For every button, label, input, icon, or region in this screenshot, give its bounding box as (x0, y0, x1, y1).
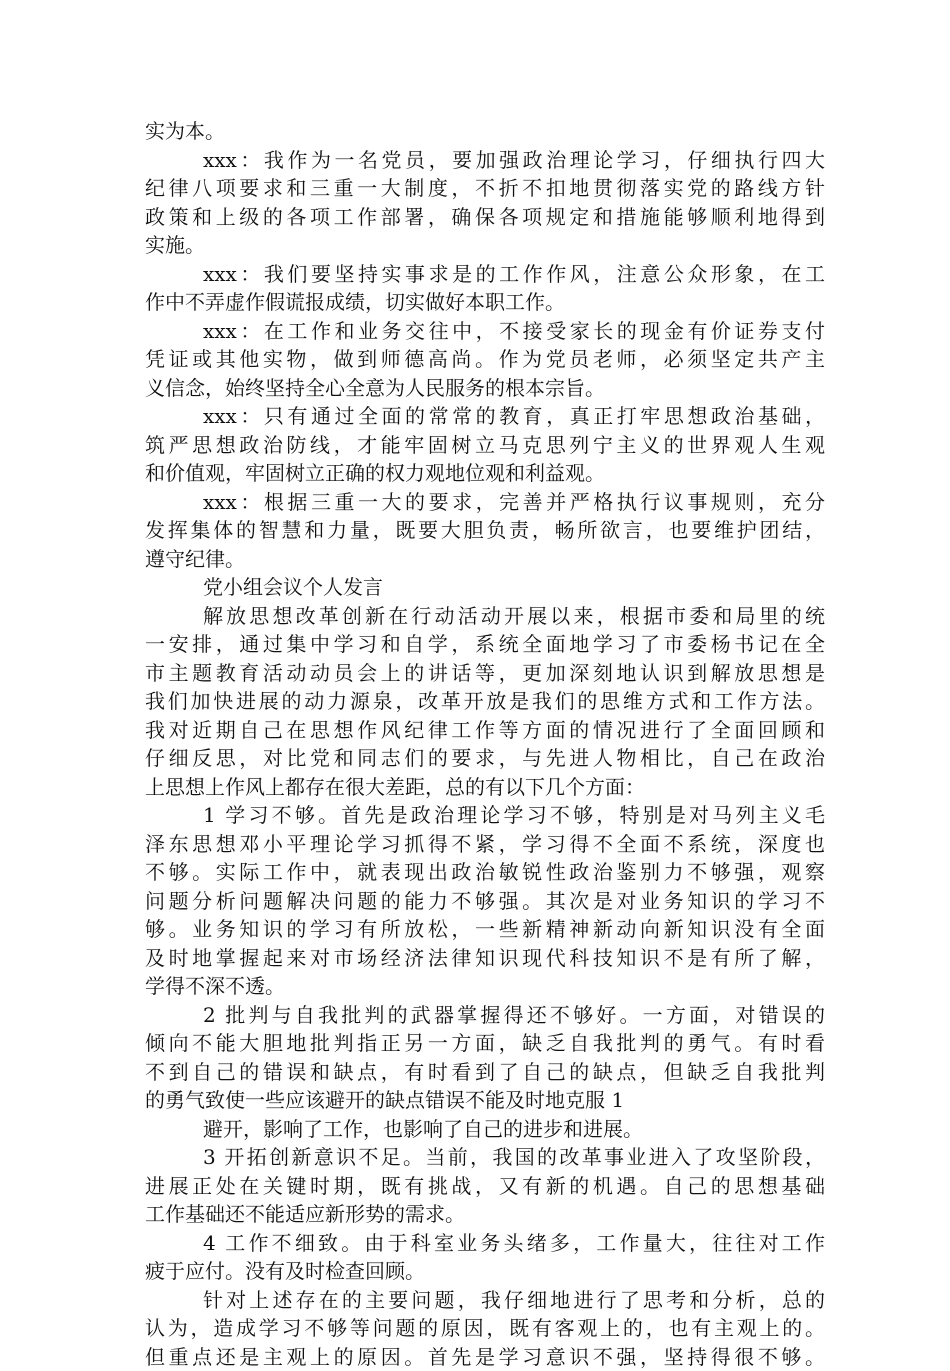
text-line: 不够。实际工作中，就表现出政治敏锐性政治鉴别力不够强，观察 (145, 858, 825, 887)
text-line: xxx：根据三重一大的要求，完善并严格执行议事规则，充分 (145, 488, 825, 517)
text-line: 针对上述存在的主要问题，我仔细地进行了思考和分析，总的 (145, 1286, 825, 1315)
text-line: 的勇气致使一些应该避开的缺点错误不能及时地克服 1 (145, 1086, 825, 1115)
text-line: 2 批判与自我批判的武器掌握得还不够好。一方面，对错误的 (145, 1001, 825, 1030)
text-line: 认为，造成学习不够等问题的原因，既有客观上的，也有主观上的。 (145, 1314, 825, 1343)
text-line: 进展正处在关键时期，既有挑战，又有新的机遇。自己的思想基础 (145, 1172, 825, 1201)
text-line: 纪律八项要求和三重一大制度，不折不扣地贯彻落实党的路线方针 (145, 174, 825, 203)
text-line: 泽东思想邓小平理论学习抓得不紧，学习得不全面不系统，深度也 (145, 830, 825, 859)
text-line: xxx：只有通过全面的常常的教育，真正打牢思想政治基础， (145, 402, 825, 431)
text-line: 3 开拓创新意识不足。当前，我国的改革事业进入了攻坚阶段， (145, 1143, 825, 1172)
text-line: 实为本。 (145, 117, 825, 146)
text-line: 政策和上级的各项工作部署，确保各项规定和措施能够顺利地得到 (145, 203, 825, 232)
text-line: 党小组会议个人发言 (145, 573, 825, 602)
text-line: 学得不深不透。 (145, 972, 825, 1001)
text-line: xxx：在工作和业务交往中，不接受家长的现金有价证券支付 (145, 317, 825, 346)
text-line: xxx：我们要坚持实事求是的工作作风，注意公众形象，在工 (145, 260, 825, 289)
text-line: 作中不弄虚作假谎报成绩，切实做好本职工作。 (145, 288, 825, 317)
text-line: 不到自己的错误和缺点，有时看到了自己的缺点，但缺乏自我批判 (145, 1058, 825, 1087)
text-line: 义信念，始终坚持全心全意为人民服务的根本宗旨。 (145, 374, 825, 403)
text-line: 遵守纪律。 (145, 545, 825, 574)
text-line: 够。业务知识的学习有所放松，一些新精神新动向新知识没有全面 (145, 915, 825, 944)
text-line: 问题分析问题解决问题的能力不够强。其次是对业务知识的学习不 (145, 887, 825, 916)
text-line: 筑严思想政治防线，才能牢固树立马克思列宁主义的世界观人生观 (145, 431, 825, 460)
text-line: xxx：我作为一名党员，要加强政治理论学习，仔细执行四大 (145, 146, 825, 175)
text-line: 解放思想改革创新在行动活动开展以来，根据市委和局里的统 (145, 602, 825, 631)
text-line: 一安排，通过集中学习和自学，系统全面地学习了市委杨书记在全 (145, 630, 825, 659)
text-line: 4 工作不细致。由于科室业务头绪多，工作量大，往往对工作 (145, 1229, 825, 1258)
text-line: 我们加快进展的动力源泉，改革开放是我们的思维方式和工作方法。 (145, 687, 825, 716)
document-body (145, 117, 825, 1371)
text-line: 倾向不能大胆地批判指正另一方面，缺乏自我批判的勇气。有时看 (145, 1029, 825, 1058)
text-line: 但重点还是主观上的原因。首先是学习意识不强，坚持得很不够。 (145, 1343, 825, 1371)
text-line: 1 学习不够。首先是政治理论学习不够，特别是对马列主义毛 (145, 801, 825, 830)
text-line: 疲于应付。没有及时检查回顾。 (145, 1257, 825, 1286)
text-line: 我对近期自己在思想作风纪律工作等方面的情况进行了全面回顾和 (145, 716, 825, 745)
text-line: 发挥集体的智慧和力量，既要大胆负责，畅所欲言，也要维护团结， (145, 516, 825, 545)
text-line: 上思想上作风上都存在很大差距，总的有以下几个方面： (145, 773, 825, 802)
text-line: 市主题教育活动动员会上的讲话等，更加深刻地认识到解放思想是 (145, 659, 825, 688)
text-line: 及时地掌握起来对市场经济法律知识现代科技知识不是有所了解， (145, 944, 825, 973)
text-line: 避开，影响了工作，也影响了自己的进步和进展。 (145, 1115, 825, 1144)
text-line: 和价值观，牢固树立正确的权力观地位观和利益观。 (145, 459, 825, 488)
text-line: 实施。 (145, 231, 825, 260)
text-line: 工作基础还不能适应新形势的需求。 (145, 1200, 825, 1229)
text-line: 凭证或其他实物，做到师德高尚。作为党员老师，必须坚定共产主 (145, 345, 825, 374)
text-line: 仔细反思，对比党和同志们的要求，与先进人物相比，自己在政治 (145, 744, 825, 773)
